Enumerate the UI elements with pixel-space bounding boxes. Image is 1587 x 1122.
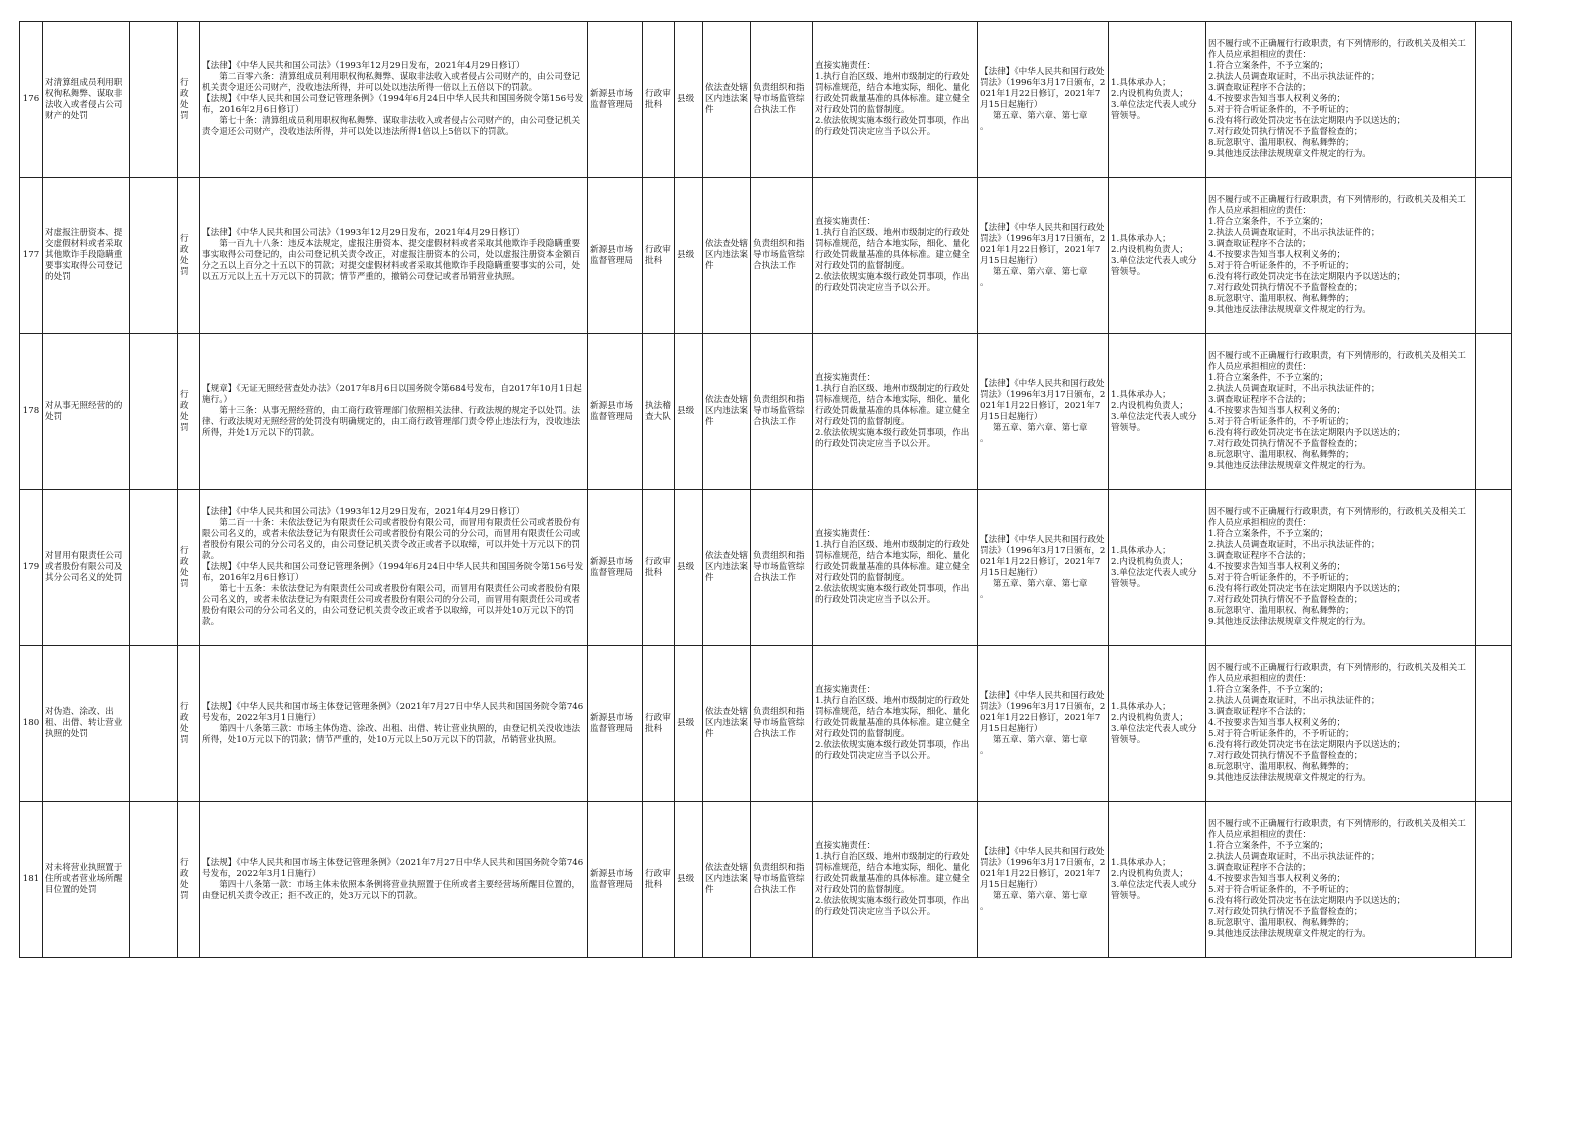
liability-line: 5.对于符合听证条件的，不予听证的； <box>1208 885 1354 895</box>
duty-line: 2.依法依规实施本级行政处罚事项，作出的行政处罚决定应当予以公开。 <box>815 116 970 137</box>
remarks-cell <box>1476 178 1512 334</box>
liability-line: 5.对于符合听证条件的，不予听证的； <box>1208 417 1354 427</box>
liability-line: 5.对于符合听证条件的，不予听证的； <box>1208 261 1354 271</box>
table-row <box>20 802 1512 958</box>
accountability-line: 第五章、第六章、第七章 <box>992 266 1088 277</box>
person-line: 3.单位法定代表人或分管领导。 <box>1111 411 1197 433</box>
legal-basis <box>200 334 588 490</box>
responsibility-items <box>813 22 978 178</box>
liability-line: 8.玩忽职守、滥用职权、徇私舞弊的； <box>1208 294 1354 304</box>
responsible-persons <box>1109 802 1206 958</box>
liability-line: 2.执法人员调查取证时，不出示执法证件的； <box>1208 384 1380 394</box>
liability-line: 7.对行政处罚执行情况不予监督检查的； <box>1208 283 1363 293</box>
basis-paragraph: 【法规】《中华人民共和国公司登记管理条例》（1994年6月24日中华人民共和国国务院令第156号发布，2016年2月6日修订） <box>202 94 584 115</box>
liability-line: 6.没有将行政处罚决定书在法定期限内予以送达的； <box>1208 740 1406 750</box>
responsible-persons <box>1109 22 1206 178</box>
liability-line: 2.执法人员调查取证时，不出示执法证件的； <box>1208 852 1380 862</box>
liability-line: 1.符合立案条件，不予立案的； <box>1208 373 1328 383</box>
row-number: 180 <box>20 646 43 802</box>
basis-paragraph: 第二百零六条：清算组成员利用职权徇私舞弊、谋取非法收入或者侵占公司财产的，由公司登记机关责令退还公司财产，没收违法所得，并可以处以违法所得一倍以上五倍以下的罚款。 <box>202 72 581 93</box>
duty-line: 1.执行自治区级、地州市级制定的行政处罚标准规范，结合本地实际，细化、量化行政处罚裁量基准的具体标准。建立健全对行政处罚的监督制度。 <box>815 696 970 739</box>
basis-paragraph: 【法律】《中华人民共和国公司法》（1993年12月29日发布，2021年4月29日修订） <box>202 228 525 238</box>
table-row <box>20 490 1512 646</box>
row-number: 179 <box>20 490 43 646</box>
legal-basis <box>200 646 588 802</box>
liability-line: 4.不按要求告知当事人权利义务的； <box>1208 562 1346 572</box>
row-number: 176 <box>20 22 43 178</box>
liability-line: 4.不按要求告知当事人权利义务的； <box>1208 718 1346 728</box>
exercise-level: 县级 <box>675 646 703 802</box>
accountability-basis <box>978 22 1109 178</box>
department-role: 负责组织和指导市场监管综合执法工作 <box>751 646 813 802</box>
basis-paragraph: 第四十八条第一款：市场主体未依照本条例将营业执照置于住所或者主要经营场所醒目位置的，由登记机关责令改正；拒不改正的，处3万元以下的罚款。 <box>202 879 581 901</box>
accountability-line: 。 <box>980 433 989 444</box>
responsibility-items <box>813 646 978 802</box>
implementing-department: 新源县市场监督管理局 <box>588 490 643 646</box>
item-type: 行政处罚 <box>178 646 200 802</box>
remarks-cell <box>1476 802 1512 958</box>
responsible-office: 行政审批科 <box>643 22 675 178</box>
liability-line: 因不履行或不正确履行行政职责，有下列情形的，行政机关及相关工作人员应承担相应的责任： <box>1208 507 1466 528</box>
duty-line: 直接实施责任： <box>815 61 876 71</box>
responsible-office: 行政审批科 <box>643 646 675 802</box>
person-line: 1.具体承办人； <box>1111 389 1171 400</box>
basis-paragraph: 第四十八条第三款：市场主体伪造、涂改、出租、出借、转让营业执照的，由登记机关没收违法所得，处10万元以下的罚款；情节严重的，处10万元以上50万元以下的罚款，吊销营业执照。 <box>202 723 581 745</box>
liability-line: 9.其他违反法律法规规章文件规定的行为。 <box>1208 929 1371 939</box>
person-line: 1.具体承办人； <box>1111 701 1171 712</box>
accountability-line: 【法律】《中华人民共和国行政处罚法》（1996年3月17日颁布，2021年1月22日修订，2021年7月15日起施行） <box>980 534 1106 578</box>
accountability-line: 。 <box>980 121 989 132</box>
accountability-line: 第五章、第六章、第七章 <box>992 734 1088 745</box>
table-row <box>20 22 1512 178</box>
basis-paragraph: 第七十五条：未依法登记为有限责任公司或者股份有限公司，而冒用有限责任公司或者股份有限公司名义的，或者未依法登记为有限责任公司或者股份有限公司的分公司，而冒用有限责任公司或者股份有限公司的分公司名义的，由公司登记机关责令改正或者予以取缔，可以并处10万元以下的罚款。 <box>202 584 581 627</box>
liability-line: 9.其他违反法律法规规章文件规定的行为。 <box>1208 773 1371 783</box>
accountability-line: 。 <box>980 901 989 912</box>
responsible-persons <box>1109 178 1206 334</box>
rights-responsibility-table <box>19 21 1512 958</box>
liability-line: 因不履行或不正确履行行政职责，有下列情形的，行政机关及相关工作人员应承担相应的责任： <box>1208 195 1466 216</box>
liability-line: 因不履行或不正确履行行政职责，有下列情形的，行政机关及相关工作人员应承担相应的责任： <box>1208 663 1466 684</box>
liability-circumstances <box>1206 178 1476 334</box>
item-name: 对虚报注册资本、提交虚假材料或者采取其他欺诈手段隐瞒重要事实取得公司登记的处罚 <box>43 178 130 334</box>
liability-line: 7.对行政处罚执行情况不予监督检查的； <box>1208 907 1363 917</box>
accountability-line: 。 <box>980 589 989 600</box>
implementing-department: 新源县市场监督管理局 <box>588 178 643 334</box>
liability-line: 6.没有将行政处罚决定书在法定期限内予以送达的； <box>1208 584 1406 594</box>
accountability-line: 。 <box>980 277 989 288</box>
remarks-cell <box>1476 490 1512 646</box>
accountability-basis <box>978 178 1109 334</box>
liability-line: 4.不按要求告知当事人权利义务的； <box>1208 94 1346 104</box>
person-line: 3.单位法定代表人或分管领导。 <box>1111 255 1197 277</box>
department-role: 负责组织和指导市场监管综合执法工作 <box>751 22 813 178</box>
liability-line: 3.调查取证程序不合法的； <box>1208 707 1311 717</box>
basis-paragraph: 第十三条：从事无照经营的，由工商行政管理部门依照相关法律、行政法规的规定予以处罚。法律、行政法规对无照经营的处罚没有明确规定的，由工商行政管理部门责令停止违法行为，没收违法所得，并处1万元以下的罚款。 <box>202 406 581 438</box>
item-name: 对未将营业执照置于住所或者营业场所醒目位置的处罚 <box>43 802 130 958</box>
person-line: 3.单位法定代表人或分管领导。 <box>1111 879 1197 901</box>
liability-line: 6.没有将行政处罚决定书在法定期限内予以送达的； <box>1208 116 1406 126</box>
table-row <box>20 334 1512 490</box>
liability-line: 因不履行或不正确履行行政职责，有下列情形的，行政机关及相关工作人员应承担相应的责任： <box>1208 819 1466 840</box>
basis-paragraph: 【法律】《中华人民共和国公司法》（1993年12月29日发布，2021年4月29日修订） <box>202 61 525 71</box>
liability-line: 7.对行政处罚执行情况不予监督检查的； <box>1208 595 1363 605</box>
department-role: 负责组织和指导市场监管综合执法工作 <box>751 334 813 490</box>
liability-line: 2.执法人员调查取证时，不出示执法证件的； <box>1208 540 1380 550</box>
accountability-line: 【法律】《中华人民共和国行政处罚法》（1996年3月17日颁布，2021年1月22日修订，2021年7月15日起施行） <box>980 222 1106 266</box>
responsible-persons <box>1109 334 1206 490</box>
liability-line: 8.玩忽职守、滥用职权、徇私舞弊的； <box>1208 606 1354 616</box>
liability-line: 7.对行政处罚执行情况不予监督检查的； <box>1208 439 1363 449</box>
exercise-level: 县级 <box>675 22 703 178</box>
table-row <box>20 646 1512 802</box>
person-line: 2.内设机构负责人； <box>1111 244 1188 255</box>
duty-line: 直接实施责任： <box>815 373 876 383</box>
duty-line: 2.依法依规实施本级行政处罚事项，作出的行政处罚决定应当予以公开。 <box>815 584 970 605</box>
implementing-department: 新源县市场监督管理局 <box>588 802 643 958</box>
liability-line: 3.调查取证程序不合法的； <box>1208 551 1311 561</box>
liability-line: 2.执法人员调查取证时，不出示执法证件的； <box>1208 72 1380 82</box>
empty-cell <box>130 490 178 646</box>
implementing-department: 新源县市场监督管理局 <box>588 22 643 178</box>
exercise-scope: 依法查处辖区内违法案件 <box>703 646 751 802</box>
person-line: 2.内设机构负责人； <box>1111 88 1188 99</box>
table-row <box>20 178 1512 334</box>
accountability-line: 第五章、第六章、第七章 <box>992 110 1088 121</box>
responsibility-items <box>813 802 978 958</box>
liability-line: 1.符合立案条件，不予立案的； <box>1208 529 1328 539</box>
accountability-line: 【法律】《中华人民共和国行政处罚法》（1996年3月17日颁布，2021年1月22日修订，2021年7月15日起施行） <box>980 378 1106 422</box>
liability-line: 5.对于符合听证条件的，不予听证的； <box>1208 573 1354 583</box>
liability-line: 1.符合立案条件，不予立案的； <box>1208 841 1328 851</box>
remarks-cell <box>1476 22 1512 178</box>
accountability-line: 第五章、第六章、第七章 <box>992 890 1088 901</box>
basis-paragraph: 第一百九十八条：违反本法规定，虚报注册资本、提交虚假材料或者采取其他欺诈手段隐瞒重要事实取得公司登记的，由公司登记机关责令改正，对虚报注册资本的公司，处以虚报注册资本金额百分之五以上百分之十五以下的罚款；对提交虚假材料或者采取其他欺诈手段隐瞒重要事实的公司，处以五万元以上五十万元以下的罚款；情节严重的，撤销公司登记或者吊销营业执照。 <box>202 239 581 282</box>
empty-cell <box>130 802 178 958</box>
liability-line: 8.玩忽职守、滥用职权、徇私舞弊的； <box>1208 138 1354 148</box>
legal-basis <box>200 178 588 334</box>
responsible-persons <box>1109 646 1206 802</box>
duty-line: 2.依法依规实施本级行政处罚事项，作出的行政处罚决定应当予以公开。 <box>815 428 970 449</box>
basis-paragraph: 第二百一十条：未依法登记为有限责任公司或者股份有限公司，而冒用有限责任公司或者股份有限公司名义的，或者未依法登记为有限责任公司或者股份有限公司的分公司，而冒用有限责任公司或者股份有限公司的分公司名义的，由公司登记机关责令改正或者予以取缔，可以并处十万元以下的罚款。 <box>202 518 581 561</box>
responsibility-items <box>813 490 978 646</box>
liability-line: 1.符合立案条件，不予立案的； <box>1208 61 1328 71</box>
responsible-office: 行政审批科 <box>643 490 675 646</box>
liability-line: 6.没有将行政处罚决定书在法定期限内予以送达的； <box>1208 272 1406 282</box>
item-type: 行政处罚 <box>178 22 200 178</box>
person-line: 2.内设机构负责人； <box>1111 868 1188 879</box>
duty-line: 2.依法依规实施本级行政处罚事项，作出的行政处罚决定应当予以公开。 <box>815 896 970 917</box>
liability-line: 5.对于符合听证条件的，不予听证的； <box>1208 729 1354 739</box>
accountability-line: 【法律】《中华人民共和国行政处罚法》（1996年3月17日颁布，2021年1月22日修订，2021年7月15日起施行） <box>980 846 1106 890</box>
accountability-line: 第五章、第六章、第七章 <box>992 578 1088 589</box>
exercise-scope: 依法查处辖区内违法案件 <box>703 22 751 178</box>
row-number: 178 <box>20 334 43 490</box>
liability-line: 因不履行或不正确履行行政职责，有下列情形的，行政机关及相关工作人员应承担相应的责任： <box>1208 39 1466 60</box>
table-body <box>20 22 1512 958</box>
department-role: 负责组织和指导市场监管综合执法工作 <box>751 490 813 646</box>
accountability-basis <box>978 646 1109 802</box>
remarks-cell <box>1476 334 1512 490</box>
person-line: 2.内设机构负责人； <box>1111 712 1188 723</box>
basis-paragraph: 【规章】《无证无照经营查处办法》（2017年8月6日以国务院令第684号发布，自2017年10月1日起施行。） <box>202 384 582 405</box>
duty-line: 直接实施责任： <box>815 529 876 539</box>
exercise-scope: 依法查处辖区内违法案件 <box>703 334 751 490</box>
liability-line: 2.执法人员调查取证时，不出示执法证件的； <box>1208 228 1380 238</box>
liability-line: 6.没有将行政处罚决定书在法定期限内予以送达的； <box>1208 428 1406 438</box>
liability-circumstances <box>1206 646 1476 802</box>
liability-circumstances <box>1206 490 1476 646</box>
empty-cell <box>130 22 178 178</box>
basis-paragraph: 【法规】《中华人民共和国市场主体登记管理条例》（2021年7月27日中华人民共和国国务院令第746号发布，2022年3月1日施行） <box>202 701 584 723</box>
liability-line: 3.调查取证程序不合法的； <box>1208 863 1311 873</box>
exercise-scope: 依法查处辖区内违法案件 <box>703 178 751 334</box>
basis-paragraph: 【法规】《中华人民共和国市场主体登记管理条例》（2021年7月27日中华人民共和国国务院令第746号发布，2022年3月1日施行） <box>202 857 584 879</box>
person-line: 1.具体承办人； <box>1111 77 1171 88</box>
exercise-level: 县级 <box>675 802 703 958</box>
liability-line: 9.其他违反法律法规规章文件规定的行为。 <box>1208 617 1371 627</box>
liability-line: 4.不按要求告知当事人权利义务的； <box>1208 874 1346 884</box>
exercise-scope: 依法查处辖区内违法案件 <box>703 490 751 646</box>
item-name: 对冒用有限责任公司或者股份有限公司及其分公司名义的处罚 <box>43 490 130 646</box>
liability-circumstances <box>1206 22 1476 178</box>
duty-line: 直接实施责任： <box>815 841 876 851</box>
person-line: 3.单位法定代表人或分管领导。 <box>1111 567 1197 589</box>
legal-basis <box>200 22 588 178</box>
item-name: 对伪造、涂改、出租、出借、转让营业执照的处罚 <box>43 646 130 802</box>
legal-basis <box>200 802 588 958</box>
accountability-basis <box>978 490 1109 646</box>
basis-paragraph: 【法规】《中华人民共和国公司登记管理条例》（1994年6月24日中华人民共和国国务院令第156号发布，2016年2月6日修订） <box>202 562 584 583</box>
liability-line: 1.符合立案条件，不予立案的； <box>1208 217 1328 227</box>
responsible-office: 行政审批科 <box>643 802 675 958</box>
liability-line: 7.对行政处罚执行情况不予监督检查的； <box>1208 751 1363 761</box>
duty-line: 1.执行自治区级、地州市级制定的行政处罚标准规范，结合本地实际，细化、量化行政处罚裁量基准的具体标准。建立健全对行政处罚的监督制度。 <box>815 228 970 271</box>
item-name: 对从事无照经营的的处罚 <box>43 334 130 490</box>
person-line: 1.具体承办人； <box>1111 857 1171 868</box>
row-number: 181 <box>20 802 43 958</box>
item-type: 行政处罚 <box>178 490 200 646</box>
responsible-persons <box>1109 490 1206 646</box>
exercise-scope: 依法查处辖区内违法案件 <box>703 802 751 958</box>
item-type: 行政处罚 <box>178 334 200 490</box>
person-line: 2.内设机构负责人； <box>1111 556 1188 567</box>
liability-line: 7.对行政处罚执行情况不予监督检查的； <box>1208 127 1363 137</box>
accountability-line: 。 <box>980 745 989 756</box>
item-type: 行政处罚 <box>178 802 200 958</box>
empty-cell <box>130 334 178 490</box>
liability-circumstances <box>1206 334 1476 490</box>
person-line: 2.内设机构负责人； <box>1111 400 1188 411</box>
basis-paragraph: 【法律】《中华人民共和国公司法》（1993年12月29日发布，2021年4月29日修订） <box>202 507 525 517</box>
liability-line: 9.其他违反法律法规规章文件规定的行为。 <box>1208 305 1371 315</box>
liability-line: 3.调查取证程序不合法的； <box>1208 395 1311 405</box>
duty-line: 1.执行自治区级、地州市级制定的行政处罚标准规范，结合本地实际，细化、量化行政处罚裁量基准的具体标准。建立健全对行政处罚的监督制度。 <box>815 540 970 583</box>
person-line: 1.具体承办人； <box>1111 233 1171 244</box>
duty-line: 1.执行自治区级、地州市级制定的行政处罚标准规范，结合本地实际，细化、量化行政处罚裁量基准的具体标准。建立健全对行政处罚的监督制度。 <box>815 384 970 427</box>
basis-paragraph: 第七十条：清算组成员利用职权徇私舞弊、谋取非法收入或者侵占公司财产的，由公司登记机关责令退还公司财产，没收违法所得，并可以处以违法所得1倍以上5倍以下的罚款。 <box>202 116 581 137</box>
duty-line: 2.依法依规实施本级行政处罚事项，作出的行政处罚决定应当予以公开。 <box>815 272 970 293</box>
duty-line: 直接实施责任： <box>815 685 876 695</box>
row-number: 177 <box>20 178 43 334</box>
liability-line: 8.玩忽职守、滥用职权、徇私舞弊的； <box>1208 918 1354 928</box>
liability-line: 8.玩忽职守、滥用职权、徇私舞弊的； <box>1208 762 1354 772</box>
liability-line: 9.其他违反法律法规规章文件规定的行为。 <box>1208 461 1371 471</box>
empty-cell <box>130 178 178 334</box>
accountability-basis <box>978 334 1109 490</box>
duty-line: 1.执行自治区级、地州市级制定的行政处罚标准规范，结合本地实际，细化、量化行政处罚裁量基准的具体标准。建立健全对行政处罚的监督制度。 <box>815 852 970 895</box>
remarks-cell <box>1476 646 1512 802</box>
accountability-basis <box>978 802 1109 958</box>
department-role: 负责组织和指导市场监管综合执法工作 <box>751 802 813 958</box>
liability-line: 3.调查取证程序不合法的； <box>1208 83 1311 93</box>
duty-line: 2.依法依规实施本级行政处罚事项，作出的行政处罚决定应当予以公开。 <box>815 740 970 761</box>
item-name: 对清算组成员利用职权徇私舞弊、谋取非法收入或者侵占公司财产的处罚 <box>43 22 130 178</box>
implementing-department: 新源县市场监督管理局 <box>588 334 643 490</box>
responsible-office: 行政审批科 <box>643 178 675 334</box>
accountability-line: 【法律】《中华人民共和国行政处罚法》（1996年3月17日颁布，2021年1月22日修订，2021年7月15日起施行） <box>980 690 1106 734</box>
department-role: 负责组织和指导市场监管综合执法工作 <box>751 178 813 334</box>
item-type: 行政处罚 <box>178 178 200 334</box>
responsible-office: 执法稽查大队 <box>643 334 675 490</box>
liability-line: 9.其他违反法律法规规章文件规定的行为。 <box>1208 149 1371 159</box>
liability-line: 6.没有将行政处罚决定书在法定期限内予以送达的； <box>1208 896 1406 906</box>
exercise-level: 县级 <box>675 490 703 646</box>
legal-basis <box>200 490 588 646</box>
empty-cell <box>130 646 178 802</box>
duty-line: 1.执行自治区级、地州市级制定的行政处罚标准规范，结合本地实际，细化、量化行政处罚裁量基准的具体标准。建立健全对行政处罚的监督制度。 <box>815 72 970 115</box>
person-line: 3.单位法定代表人或分管领导。 <box>1111 99 1197 121</box>
liability-line: 1.符合立案条件，不予立案的； <box>1208 685 1328 695</box>
liability-circumstances <box>1206 802 1476 958</box>
liability-line: 2.执法人员调查取证时，不出示执法证件的； <box>1208 696 1380 706</box>
exercise-level: 县级 <box>675 334 703 490</box>
liability-line: 8.玩忽职守、滥用职权、徇私舞弊的； <box>1208 450 1354 460</box>
liability-line: 4.不按要求告知当事人权利义务的； <box>1208 406 1346 416</box>
duty-line: 直接实施责任： <box>815 217 876 227</box>
liability-line: 因不履行或不正确履行行政职责，有下列情形的，行政机关及相关工作人员应承担相应的责任： <box>1208 351 1466 372</box>
accountability-line: 【法律】《中华人民共和国行政处罚法》（1996年3月17日颁布，2021年1月22日修订，2021年7月15日起施行） <box>980 66 1106 110</box>
liability-line: 4.不按要求告知当事人权利义务的； <box>1208 250 1346 260</box>
liability-line: 3.调查取证程序不合法的； <box>1208 239 1311 249</box>
person-line: 3.单位法定代表人或分管领导。 <box>1111 723 1197 745</box>
responsibility-items <box>813 334 978 490</box>
implementing-department: 新源县市场监督管理局 <box>588 646 643 802</box>
person-line: 1.具体承办人； <box>1111 545 1171 556</box>
accountability-line: 第五章、第六章、第七章 <box>992 422 1088 433</box>
responsibility-items <box>813 178 978 334</box>
liability-line: 5.对于符合听证条件的，不予听证的； <box>1208 105 1354 115</box>
exercise-level: 县级 <box>675 178 703 334</box>
